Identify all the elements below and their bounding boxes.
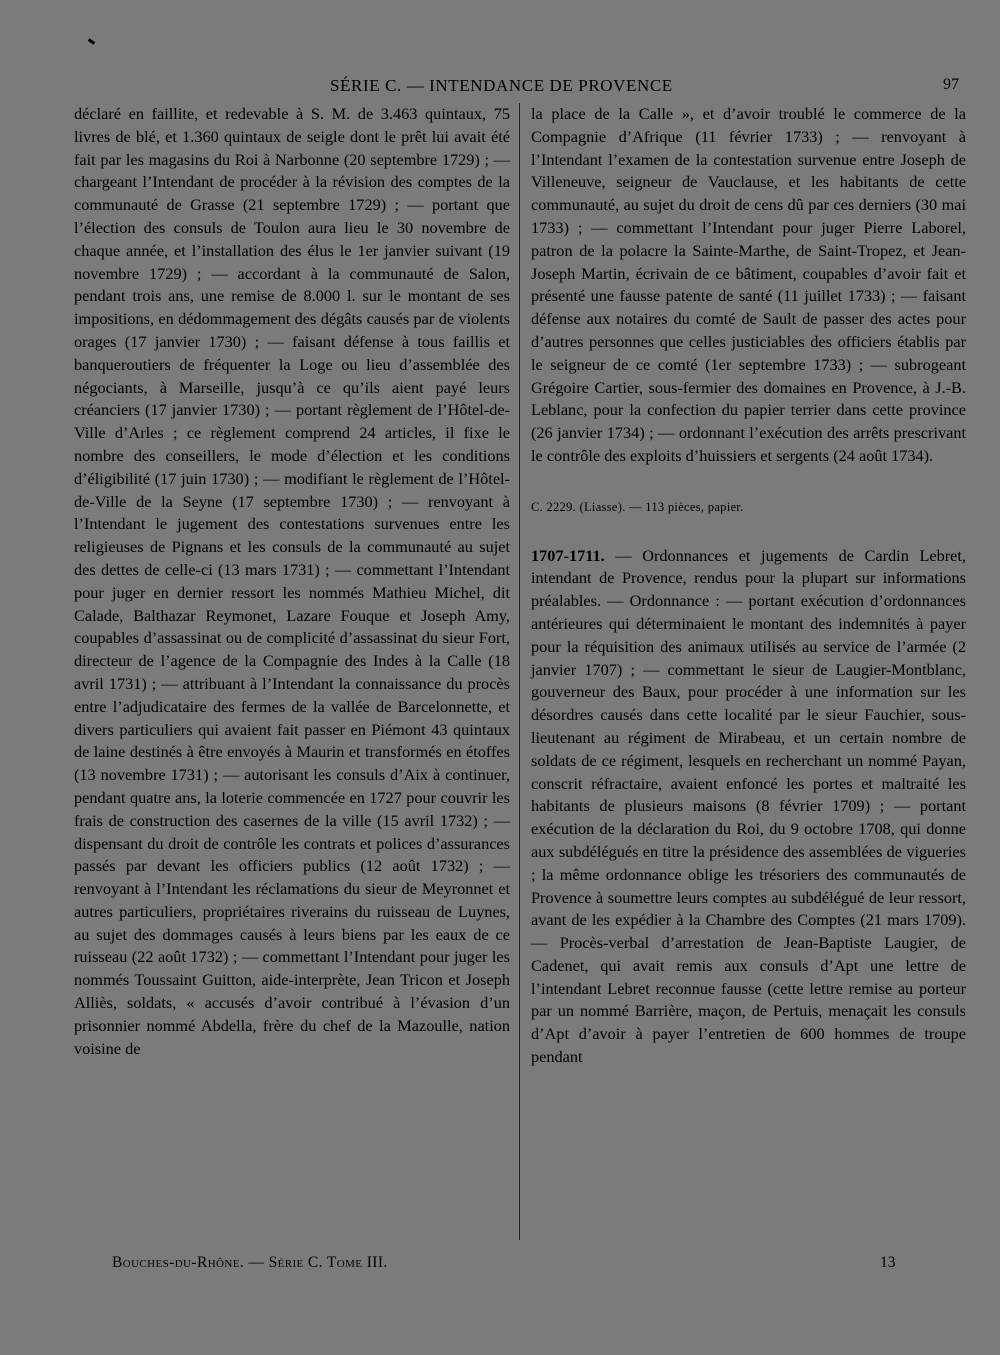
sheet-number: 13 [880, 1254, 896, 1271]
right-column [531, 103, 966, 1069]
left-column-text: déclaré en faillite, et redevable à S. M. de 3.463 quintaux, 75 livres de blé, et 1.360 quintaux de seigle dont le prêt lui avait été fait par les magasins du Roi à Narbonne (20 septembre 1729) ; — chargeant l’Intendant de procéder à la révision des comptes de la communauté de Grasse (21 septembre 1729) ; — portant que l’élection des consuls de Toulon aura lieu le 30 novembre de chaque année, et l’installation des élus le 1er janvier suivant (19 novembre 1729) ; — accordant à la communauté de Salon, pendant trois ans, une remise de 8.000 l. sur le montant de ses impositions, en dédommagement des dégâts causés par de violents orages (17 janvier 1730) ; — faisant défense à tous faillis et banqueroutiers de fréquenter la Loge ou lieu d’assemblée des négociants, à Marseille, jusqu’à ce qu’ils aient payé leurs créanciers (17 janvier 1730) ; — portant règlement de l’Hôtel-de-Ville d’Arles ; ce règlement comprend 24 articles, il fixe le nombre des conseillers, le mode d’élection et les conditions d’éligibilité (17 juin 1730) ; — modifiant le règlement de l’Hôtel-de-Ville de la Seyne (17 septembre 1730) ; — renvoyant à l’Intendant le jugement des contestations survenues entre les religieuses de Pignans et les consuls de la communauté au sujet des dettes de celle-ci (13 mars 1731) ; — commettant l’Intendant pour juger en dernier ressort les nommés Mathieu Michel, dit Calade, Balthazar Reymonet, Lazare Fouque et Joseph Amy, coupables d’assassinat ou de complicité d’assassinat du sieur Fort, directeur de l’agence de la Compagnie des Indes à la Calle (18 avril 1731) ; — attribuant à l’Intendant la connaissance du procès entre l’adjudicataire des fermes de la vallée de Barcelonnette, et divers particuliers qui avaient fait passer en Piémont 43 quintaux de laine destinés à être envoyés à Maurin et transformés en étoffes (13 novembre 1731) ; — autorisant les consuls d’Aix à continuer, pendant quatre ans, la loterie commencée en 1727 pour couvrir les frais de construction des casernes de la ville (15 avril 1732) ; — dispensant du droit de contrôle les contrats et polices d’assurances passés par devant les officiers publics (12 août 1732) ; — renvoyant à l’Intendant les réclamations du sieur de Meyronnet et autres particuliers, propriétaires riverains du ruisseau de Luynes, au sujet des dommages causés à leurs biens par les eaux de ce ruisseau (22 août 1732) ; — commettant l’Intendant pour juger les nommés Toussaint Guitton, aide-interprète, Jean Tricon et Joseph Alliès, soldats, « accusés d’avoir contribué à l’évasion d’un prisonnier nommé Abdella, frère du chef de la Mazoulle, nation voisine de [74, 104, 510, 1058]
ink-speck [88, 38, 95, 44]
left-column [74, 103, 510, 1060]
right-column-text-bottom: — Ordonnances et jugements de Cardin Lebret, intendant de Provence, rendus pour la plupart sur informations préalables. — Ordonnance : — portant exécution d’ordonnances antérieures qui déterminaient le montant des indemnités à payer pour la réquisition des animaux utilisés au service de l’armée (2 janvier 1707) ; — commettant le sieur de Laugier-Montblanc, gouverneur des Baux, pour procéder à une information sur les désordres causés dans cette localité par le sieur Fauchier, sous-lieutenant au régiment de Mirabeau, et un certain nombre de soldats de ce régiment, lesquels en recherchant un nommé Payan, conscrit réfractaire, avaient enfoncé les portes et maltraité les habitants de plusieurs maisons (8 février 1709) ; — portant exécution de la déclaration du Roi, du 9 octobre 1708, qui donne aux subdélégués en titre la présidence des assemblées de vigueries ; la même ordonnance oblige les trésoriers des communautés de Provence à soumettre leurs comptes au subdélégué de leur ressort, avant de les expédier à la Chambre des Comptes (21 mars 1709). — Procès-verbal d’arrestation de Jean-Baptiste Laugier, de Cadenet, qui avait remis aux consuls d’Apt une lettre de l’intendant Lebret reconnue fausse (cette lettre remise au porteur par un nommé Barrière, maçon, de Pertuis, menaçait les consuls d’Apt d’avoir à payer l’entretien de 600 hommes de troupe pendant [531, 545, 966, 1067]
page-footer [0, 1254, 1000, 1276]
archive-caption: C. 2229. (Liasse). — 113 pièces, papier. [531, 499, 744, 514]
entry-dates: 1707-1711. [531, 545, 605, 565]
right-column-entry [531, 545, 966, 1069]
running-header [0, 76, 1000, 98]
page-number: 97 [943, 76, 959, 93]
right-column-text-top: la place de la Calle », et d’avoir troublé le commerce de la Compagnie d’Afrique (11 février 1733) ; — renvoyant à l’Intendant l’examen de la contestation survenue entre Joseph de Villeneuve, seigneur de Vauclause, et les habitants de cette communauté, au sujet du droit de cens dû par ces derniers (30 mai 1733) ; — commettant l’Intendant pour juger Pierre Laborel, patron de la polacre la Sainte-Marthe, de Saint-Tropez, et Jean-Joseph Martin, écrivain de ce bâtiment, coupables d’avoir fait et présenté une fausse patente de santé (11 juillet 1733) ; — faisant défense aux notaires du comté de Sault de passer des actes pour d’autres personnes que celles justiciables des officiers établis par le seigneur de ce comté (1er septembre 1733) ; — subrogeant Grégoire Cartier, sous-fermier des domaines en Provence, à J.-B. Leblanc, pour la confection du papier terrier dans cette province (26 janvier 1734) ; — ordonnant l’exécution des arrêts prescrivant le contrôle des exploits d’huissiers et sergents (24 août 1734). [531, 104, 966, 465]
header-title: SÉRIE C. — INTENDANCE DE PROVENCE [330, 76, 673, 95]
footer-title: Bouches-du-Rhône. — Série C. Tome III. [112, 1254, 388, 1271]
column-divider [519, 103, 520, 1240]
